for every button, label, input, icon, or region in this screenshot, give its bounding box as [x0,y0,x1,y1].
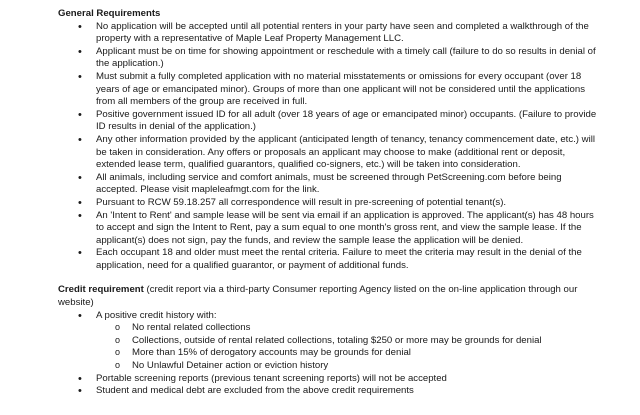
credit-requirement-note: (credit report via a third-party Consumer reporting Agency listed on the on-line application through our website) [58,284,578,309]
sub-list-item: o No rental related collections [58,322,604,335]
general-requirements-heading: General Requirements [58,8,161,19]
sub-list-item: o More than 15% of derogatory accounts may be grounds for denial [58,347,604,360]
credit-requirement-intro [58,284,604,309]
list-item: • Pursuant to RCW 59.18.257 all correspondence will result in pre-screening of potential tenant(s). [58,197,604,210]
credit-sub-list [58,322,604,372]
list-item: • An 'Intent to Rent' and sample lease will be sent via email if an application is approved. The applicant(s) has 48 hours to accept and sign the Intent to Rent, pay a sum equal to one month's gross rent, and view the sample lease. If the applicant(s) does not sign, pay the funds, and review the sample lease the application will be denied. [58,210,604,248]
list-item-text: A positive credit history with: [96,309,217,321]
section-spacer [58,272,604,284]
list-item: • No application will be accepted until all potential renters in your party have seen and completed a walkthrough of the property with a representative of Maple Leaf Property Management LLC. [58,21,604,46]
list-item: • Portable screening reports (previous tenant screening reports) will not be accepted [58,373,604,386]
credit-requirement-heading: Credit requirement [58,284,144,296]
list-item: • Any other information provided by the applicant (anticipated length of tenancy, tenancy commencement date, etc.) will be taken in consideration. Any offers or proposals an applicant may choose to make (additional rent or deposit, extended lease term, qualified guarantors, qualified co-signers, etc.) will be taken into consideration. [58,134,604,172]
sub-list-item: o No Unlawful Detainer action or eviction history [58,360,604,373]
list-item: • Positive government issued ID for all adult (over 18 years of age or emancipated minor) occupants. (Failure to provide ID results in denial of the application.) [58,109,604,134]
list-item: • Applicant must be on time for showing appointment or reschedule with a timely call (failure to do so results in denial of the application.) [58,46,604,71]
list-item: • Must submit a fully completed application with no material misstatements or omissions for every occupant (over 18 years of age or emancipated minor). Groups of more than one applicant will not be considered until the applications from all members of the group are received in full. [58,71,604,109]
general-requirements-list [58,21,604,273]
list-item [58,310,604,373]
credit-requirements-list [58,310,604,398]
list-item: • All animals, including service and comfort animals, must be screened through PetScreening.com before being accepted. Please visit mapleleafmgt.com for the link. [58,172,604,197]
list-item: • Student and medical debt are excluded from the above credit requirements [58,385,604,398]
list-item: • Each occupant 18 and older must meet the rental criteria. Failure to meet the criteria may result in the denial of the application, need for a qualified guarantor, or payment of additional funds. [58,247,604,272]
sub-list-item: o Collections, outside of rental related collections, totaling $250 or more may be grounds for denial [58,335,604,348]
